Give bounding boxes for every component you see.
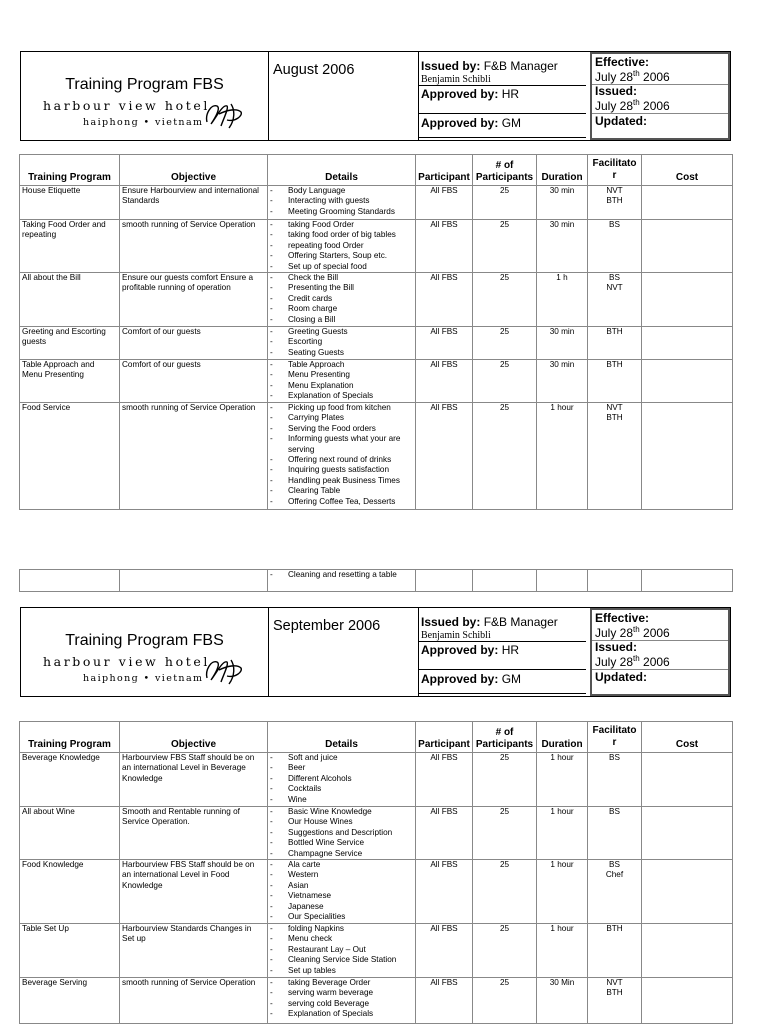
month-title: September 2006	[273, 618, 381, 634]
cell-details	[268, 570, 416, 592]
cell-objective	[120, 570, 268, 592]
hotel-logo-icon	[201, 96, 245, 130]
updated-label: Updated:	[595, 670, 647, 684]
cell-cost	[642, 807, 733, 860]
detail-item: - Set up tables	[270, 966, 413, 976]
issued-date: July 28th 2006	[595, 98, 670, 113]
detail-item: - taking food order of big tables	[270, 230, 413, 240]
facilitator-code: BTH	[606, 413, 623, 423]
detail-item: - Different Alcohols	[270, 774, 413, 784]
cell-count: 25	[473, 753, 537, 807]
detail-item: - Interacting with guests	[270, 196, 413, 206]
col-header-objective: Objective	[120, 155, 268, 186]
cell-cost	[642, 327, 733, 360]
cell-facilitator	[588, 570, 642, 592]
detail-item: - Wine	[270, 795, 413, 805]
cell-program: All about the Bill	[20, 273, 120, 327]
cell-facilitator	[588, 360, 642, 403]
cell-participant: All FBS	[416, 360, 473, 403]
cell-program: Food Service	[20, 403, 120, 510]
detail-item: - Vietnamese	[270, 891, 413, 901]
table-row	[20, 360, 733, 403]
approved-by-label: Approved by:	[421, 643, 499, 657]
cell-objective: Comfort of our guests	[120, 327, 268, 360]
approved-by-label: Approved by:	[421, 87, 499, 101]
approved-gm-value: GM	[501, 672, 522, 686]
cell-program: Beverage Serving	[20, 978, 120, 1024]
table-row	[20, 924, 733, 978]
cell-facilitator	[588, 220, 642, 273]
col-header-program: Training Program	[20, 722, 120, 753]
detail-item: - Menu Presenting	[270, 370, 413, 380]
cell-objective: Smooth and Rentable running of Service Operation.	[120, 807, 268, 860]
divider	[418, 113, 586, 114]
cell-details	[268, 753, 416, 807]
detail-item: - serving warm beverage	[270, 988, 413, 998]
header-block-september	[20, 607, 731, 697]
table-row	[20, 327, 733, 360]
cell-details	[268, 273, 416, 327]
table-row	[20, 403, 733, 510]
cell-duration: 30 min	[537, 327, 588, 360]
cell-details	[268, 403, 416, 510]
detail-item: - Picking up food from kitchen	[270, 403, 413, 413]
updated-label: Updated:	[595, 114, 647, 128]
facilitator-code: BS	[609, 860, 620, 870]
facilitator-code: NVT	[606, 186, 623, 195]
details-list	[270, 403, 413, 507]
detail-item: - Japanese	[270, 902, 413, 912]
detail-item: - Beer	[270, 763, 413, 773]
divider	[418, 137, 586, 138]
detail-item: - Inquiring guests satisfaction	[270, 465, 413, 475]
cell-participant	[416, 570, 473, 592]
cell-objective: Harbourview FBS Staff should be on an international Level in Beverage Knowledge	[120, 753, 268, 807]
divider	[418, 85, 586, 86]
cell-duration: 1 h	[537, 273, 588, 327]
detail-item: - Meeting Grooming Standards	[270, 207, 413, 217]
divider	[418, 693, 586, 694]
dates-cell	[590, 608, 730, 696]
cell-cost	[642, 360, 733, 403]
detail-item: - Explanation of Specials	[270, 1009, 413, 1019]
detail-item: - Greeting Guests	[270, 327, 413, 337]
details-list	[270, 220, 413, 272]
cell-facilitator	[588, 327, 642, 360]
issuer-cell	[418, 52, 591, 140]
cell-count: 25	[473, 403, 537, 510]
cell-duration	[537, 570, 588, 592]
col-header-cost: Cost	[642, 722, 733, 753]
facilitator-code: BTH	[606, 196, 623, 206]
training-table-september	[19, 721, 733, 1024]
cell-count: 25	[473, 978, 537, 1024]
table-row	[20, 753, 733, 807]
issued-by-value: F&B Manager	[483, 59, 558, 73]
dates-cell	[590, 52, 730, 140]
approved-gm	[421, 116, 521, 130]
facilitator-code: BTH	[606, 924, 623, 934]
cell-program: Table Approach and Menu Presenting	[20, 360, 120, 403]
cell-count: 25	[473, 860, 537, 924]
cell-details	[268, 860, 416, 924]
detail-item: - Handling peak Business Times	[270, 476, 413, 486]
issued-by	[421, 615, 558, 629]
detail-item: - Room charge	[270, 304, 413, 314]
detail-item: - taking Beverage Order	[270, 978, 413, 988]
detail-item: - repeating food Order	[270, 241, 413, 251]
approved-hr	[421, 643, 519, 657]
facilitator-code: NVT	[606, 978, 623, 988]
detail-item: - Seating Guests	[270, 348, 413, 358]
detail-item: - Table Approach	[270, 360, 413, 370]
detail-item: - Escorting	[270, 337, 413, 347]
cell-program: Beverage Knowledge	[20, 753, 120, 807]
cell-duration: 30 min	[537, 186, 588, 220]
col-header-details: Details	[268, 722, 416, 753]
cell-objective: Ensure Harbourview and international Standards	[120, 186, 268, 220]
table-row	[20, 186, 733, 220]
cell-cost	[642, 220, 733, 273]
cell-duration: 1 hour	[537, 924, 588, 978]
cell-participant: All FBS	[416, 924, 473, 978]
approved-gm	[421, 672, 521, 686]
detail-item: - Body Language	[270, 186, 413, 196]
cell-cost	[642, 978, 733, 1024]
month-cell	[268, 608, 419, 696]
detail-item: - Bottled Wine Service	[270, 838, 413, 848]
cell-cost	[642, 924, 733, 978]
title-cell	[21, 608, 269, 696]
cell-count: 25	[473, 273, 537, 327]
detail-item: - Soft and juice	[270, 753, 413, 763]
effective-label: Effective:	[595, 55, 650, 69]
cell-facilitator	[588, 403, 642, 510]
cell-objective: Comfort of our guests	[120, 360, 268, 403]
program-title: Training Program FBS	[65, 632, 224, 649]
details-list	[270, 924, 413, 976]
cell-participant: All FBS	[416, 327, 473, 360]
training-table-august	[19, 154, 733, 510]
cell-count: 25	[473, 924, 537, 978]
details-list	[270, 807, 413, 859]
cell-objective: smooth running of Service Operation	[120, 403, 268, 510]
col-header-facilitator: Facilitato r	[588, 155, 642, 186]
table-header-row	[20, 722, 733, 753]
cell-cost	[642, 403, 733, 510]
detail-item: - Our Specialities	[270, 912, 413, 922]
cell-details	[268, 978, 416, 1024]
cell-cost	[642, 860, 733, 924]
facilitator-code: Chef	[605, 870, 624, 880]
facilitator-code: BS	[609, 753, 620, 762]
detail-item: - Cleaning Service Side Station	[270, 955, 413, 965]
cell-participant: All FBS	[416, 273, 473, 327]
cell-program	[20, 570, 120, 592]
cell-participant: All FBS	[416, 403, 473, 510]
cell-program: Food Knowledge	[20, 860, 120, 924]
approved-hr	[421, 87, 519, 101]
cell-program: Taking Food Order and repeating	[20, 220, 120, 273]
cell-facilitator	[588, 186, 642, 220]
program-title: Training Program FBS	[65, 76, 224, 93]
details-list	[270, 978, 413, 1020]
detail-item: - Cleaning and resetting a table	[270, 570, 413, 580]
table-row	[20, 860, 733, 924]
detail-item: - Ala carte	[270, 860, 413, 870]
col-header-participant: Participant	[416, 722, 473, 753]
detail-item: - Champagne Service	[270, 849, 413, 859]
month-cell	[268, 52, 419, 140]
col-header-program: Training Program	[20, 155, 120, 186]
cell-program: Greeting and Escorting guests	[20, 327, 120, 360]
facilitator-code: BS	[609, 220, 620, 229]
detail-item: - Presenting the Bill	[270, 283, 413, 293]
issuer-name: Benjamin Schibli	[421, 630, 491, 641]
cell-duration: 1 hour	[537, 753, 588, 807]
approved-hr-value: HR	[501, 643, 520, 657]
cell-duration: 1 hour	[537, 403, 588, 510]
col-header-count: # of Participants	[473, 155, 537, 186]
cell-facilitator	[588, 807, 642, 860]
issued-by-label: Issued by:	[421, 59, 481, 73]
cell-details	[268, 186, 416, 220]
cell-cost	[642, 753, 733, 807]
cell-facilitator	[588, 753, 642, 807]
cell-facilitator	[588, 860, 642, 924]
cell-objective: smooth running of Service Operation	[120, 220, 268, 273]
cell-objective: Harbourview FBS Staff should be on an international Level in Food Knowledge	[120, 860, 268, 924]
cell-duration: 30 min	[537, 360, 588, 403]
cell-details	[268, 360, 416, 403]
cell-program: Table Set Up	[20, 924, 120, 978]
detail-item: - Western	[270, 870, 413, 880]
detail-item: - Basic Wine Knowledge	[270, 807, 413, 817]
detail-item: - folding Napkins	[270, 924, 413, 934]
cell-participant: All FBS	[416, 978, 473, 1024]
approved-by-label: Approved by:	[421, 672, 499, 686]
cell-count	[473, 570, 537, 592]
col-header-participant: Participant	[416, 155, 473, 186]
facilitator-code: BTH	[606, 988, 623, 998]
table-row	[20, 220, 733, 273]
table-row	[20, 273, 733, 327]
detail-item: - Informing guests what your are serving	[270, 434, 413, 455]
detail-item: - Offering Starters, Soup etc.	[270, 251, 413, 261]
cell-count: 25	[473, 186, 537, 220]
facilitator-code: BTH	[606, 360, 623, 370]
facilitator-code: NVT	[606, 283, 623, 293]
col-header-objective: Objective	[120, 722, 268, 753]
table-row	[20, 807, 733, 860]
hotel-location: haiphong • vietnam	[83, 117, 204, 128]
col-header-cost: Cost	[642, 155, 733, 186]
details-list	[270, 360, 413, 402]
issuer-cell	[418, 608, 591, 696]
detail-item: - Our House Wines	[270, 817, 413, 827]
cell-duration: 1 hour	[537, 860, 588, 924]
effective-label: Effective:	[595, 611, 650, 625]
approved-hr-value: HR	[501, 87, 520, 101]
col-header-duration: Duration	[537, 155, 588, 186]
details-list	[270, 753, 413, 805]
detail-item: - Offering Coffee Tea, Desserts	[270, 497, 413, 507]
details-list	[270, 327, 413, 358]
detail-item: - Cocktails	[270, 784, 413, 794]
cell-details	[268, 924, 416, 978]
cell-program: House Etiquette	[20, 186, 120, 220]
header-block-august	[20, 51, 731, 141]
detail-item: - taking Food Order	[270, 220, 413, 230]
issued-label: Issued:	[595, 640, 638, 654]
detail-item: - Offering next round of drinks	[270, 455, 413, 465]
detail-item: - Menu Explanation	[270, 381, 413, 391]
cell-program: All about Wine	[20, 807, 120, 860]
training-table-continuation	[19, 569, 733, 592]
facilitator-code: NVT	[606, 403, 623, 413]
detail-item: - Menu check	[270, 934, 413, 944]
cell-details	[268, 327, 416, 360]
detail-item: - serving cold Beverage	[270, 999, 413, 1009]
detail-item: - Explanation of Specials	[270, 391, 413, 401]
cell-facilitator	[588, 924, 642, 978]
detail-item: - Check the Bill	[270, 273, 413, 283]
detail-item: - Clearing Table	[270, 486, 413, 496]
cell-objective: smooth running of Service Operation	[120, 978, 268, 1024]
cell-participant: All FBS	[416, 186, 473, 220]
cell-facilitator	[588, 978, 642, 1024]
table-row	[20, 570, 733, 592]
cell-duration: 30 min	[537, 220, 588, 273]
issued-by-value: F&B Manager	[483, 615, 558, 629]
cell-duration: 1 hour	[537, 807, 588, 860]
cell-participant: All FBS	[416, 753, 473, 807]
details-list	[270, 273, 413, 325]
cell-participant: All FBS	[416, 860, 473, 924]
issued-date: July 28th 2006	[595, 654, 670, 669]
hotel-logo-icon	[201, 652, 245, 686]
detail-item: - Asian	[270, 881, 413, 891]
title-cell	[21, 52, 269, 140]
effective-date: July 28th 2006	[595, 625, 670, 640]
facilitator-code: BS	[609, 273, 620, 283]
detail-item: - Carrying Plates	[270, 413, 413, 423]
table-header-row	[20, 155, 733, 186]
col-header-duration: Duration	[537, 722, 588, 753]
divider	[418, 669, 586, 670]
cell-facilitator	[588, 273, 642, 327]
cell-details	[268, 807, 416, 860]
approved-gm-value: GM	[501, 116, 522, 130]
col-header-count: # of Participants	[473, 722, 537, 753]
issued-label: Issued:	[595, 84, 638, 98]
cell-objective: Harbourview Standards Changes in Set up	[120, 924, 268, 978]
issued-by-label: Issued by:	[421, 615, 481, 629]
detail-item: - Closing a Bill	[270, 315, 413, 325]
approved-by-label: Approved by:	[421, 116, 499, 130]
facilitator-code: BTH	[606, 327, 623, 337]
cell-count: 25	[473, 360, 537, 403]
detail-item: - Suggestions and Description	[270, 828, 413, 838]
month-title: August 2006	[273, 62, 355, 78]
cell-details	[268, 220, 416, 273]
details-list	[270, 186, 413, 217]
detail-item: - Set up of special food	[270, 262, 413, 272]
cell-cost	[642, 186, 733, 220]
issuer-name: Benjamin Schibli	[421, 74, 491, 85]
cell-count: 25	[473, 220, 537, 273]
table-row	[20, 978, 733, 1024]
effective-date: July 28th 2006	[595, 69, 670, 84]
cell-participant: All FBS	[416, 807, 473, 860]
issued-by	[421, 59, 558, 73]
divider	[418, 641, 586, 642]
cell-cost	[642, 570, 733, 592]
cell-objective: Ensure our guests comfort Ensure a profitable running of operation	[120, 273, 268, 327]
detail-item: - Restaurant Lay – Out	[270, 945, 413, 955]
cell-count: 25	[473, 327, 537, 360]
hotel-name: harbour view hotel	[43, 98, 210, 113]
detail-item: - Credit cards	[270, 294, 413, 304]
col-header-facilitator: Facilitato r	[588, 722, 642, 753]
cell-cost	[642, 273, 733, 327]
hotel-location: haiphong • vietnam	[83, 673, 204, 684]
hotel-name: harbour view hotel	[43, 654, 210, 669]
cell-count: 25	[473, 807, 537, 860]
detail-item: - Serving the Food orders	[270, 424, 413, 434]
details-list	[270, 860, 413, 922]
facilitator-code: BS	[609, 807, 620, 816]
cell-duration: 30 Min	[537, 978, 588, 1024]
cell-participant: All FBS	[416, 220, 473, 273]
col-header-details: Details	[268, 155, 416, 186]
